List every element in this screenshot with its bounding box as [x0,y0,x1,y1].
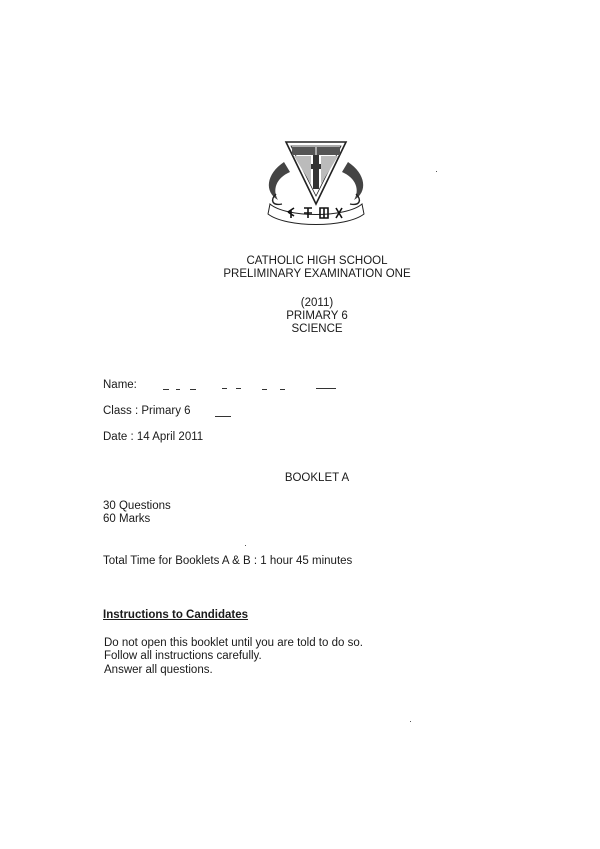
class-line [215,416,231,417]
name-label: Name: [103,379,137,391]
name-line-segment [236,388,241,389]
name-line-segment [176,389,180,390]
total-time: Total Time for Booklets A & B : 1 hour 45 minutes [103,555,353,567]
exam-level: PRIMARY 6 [286,310,348,322]
name-line-segment [316,388,336,389]
instruction-line: Follow all instructions carefully. [104,650,262,662]
name-line-segment [280,389,285,390]
school-crest-logo [256,134,376,232]
name-line-segment [262,389,267,390]
name-line-segment [190,389,196,390]
name-line-segment [222,388,227,389]
class-label: Class : Primary 6 [103,405,191,417]
school-name: CATHOLIC HIGH SCHOOL [246,255,388,267]
scan-speck [436,171,437,172]
scan-speck [410,721,411,722]
exam-subject: SCIENCE [291,323,343,335]
instruction-line: Do not open this booklet until you are told to do so. [104,637,363,649]
exam-year: (2011) [300,297,334,309]
instructions-heading: Instructions to Candidates [103,609,249,621]
name-line-segment [163,389,169,390]
instruction-line: Answer all questions. [104,664,213,676]
date-label: Date : 14 April 2011 [103,431,204,443]
scan-speck [245,545,246,546]
mark-count: 60 Marks [103,513,151,525]
booklet-title: BOOKLET A [284,472,350,484]
exam-title: PRELIMINARY EXAMINATION ONE [223,268,411,280]
question-count: 30 Questions [103,500,171,512]
